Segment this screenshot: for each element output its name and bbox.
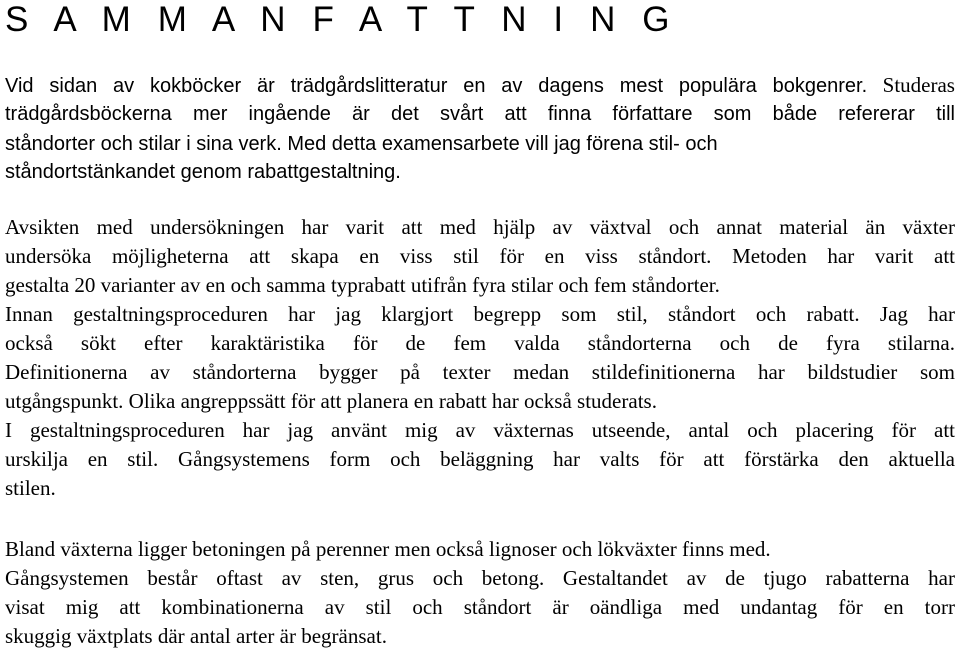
text-line: utgångspunkt. Olika angreppssätt för att planera en rabatt har också studerats.	[5, 389, 657, 413]
text-run: Med detta examensarbete vill jag förena stil- och	[281, 133, 718, 155]
text-line: Definitionerna av ståndorterna bygger på texter medan stildefinitionerna har bildstudier som	[5, 360, 955, 384]
text-run: ståndort och rabatt.	[647, 302, 860, 326]
text-line	[5, 129, 955, 158]
text-line: skuggig växtplats där antal arter är begränsat.	[5, 624, 387, 648]
text-line: Bland växterna ligger betoningen på perenner men också lignoser och lökväxter finns med.	[5, 537, 771, 561]
summary-paragraph-3	[5, 535, 955, 651]
text-line: urskilja en stil. Gångsystemens form och beläggning har valts för att förstärka den aktuella	[5, 447, 955, 471]
text-line: gestalta 20 varianter av en och samma typrabatt utifrån fyra stilar och fem ståndorter.	[5, 273, 720, 297]
document-page	[5, 0, 955, 651]
text-line: I gestaltningsproceduren har jag använt mig av växternas utseende, antal och placering för att	[5, 418, 955, 442]
text-run: ståndorter och stilar i sina verk.	[5, 133, 282, 155]
text-line	[5, 71, 955, 100]
text-run: Vid sidan av kokböcker är trädgårdslitteratur en av dagens mest populära bokgenrer.	[5, 75, 868, 97]
text-line: stilen.	[5, 476, 56, 500]
text-line: också sökt efter karaktäristika för de fem valda ståndorterna och de fyra stilarna.	[5, 331, 955, 355]
summary-paragraph-1	[5, 71, 955, 187]
page-title: S A M M A N F A T T N I N G	[5, 0, 679, 39]
text-line: Avsikten med undersökningen har varit att med hjälp av växtval och annat material än växter	[5, 215, 955, 239]
text-line: Gångsystemen består oftast av sten, grus och betong. Gestaltandet av de tjugo rabatterna har	[5, 566, 955, 590]
text-line: visat mig att kombinationerna av stil och ståndort är oändliga med undantag för en torr	[5, 595, 955, 619]
text-run: Studeras	[867, 73, 955, 97]
text-run: Innan gestaltningsproceduren har jag klargjort begrepp som stil,	[5, 302, 648, 326]
text-run: Jag har	[859, 302, 955, 326]
text-line: undersöka möjligheterna att skapa en viss stil för en viss ståndort. Metoden har varit att	[5, 244, 955, 268]
text-line: trädgårdsböckerna mer ingående är det svårt att finna författare som både refererar till	[5, 103, 955, 125]
text-line	[5, 300, 955, 329]
text-line: ståndortstänkandet genom rabattgestaltning.	[5, 161, 401, 183]
summary-paragraph-2	[5, 213, 955, 503]
